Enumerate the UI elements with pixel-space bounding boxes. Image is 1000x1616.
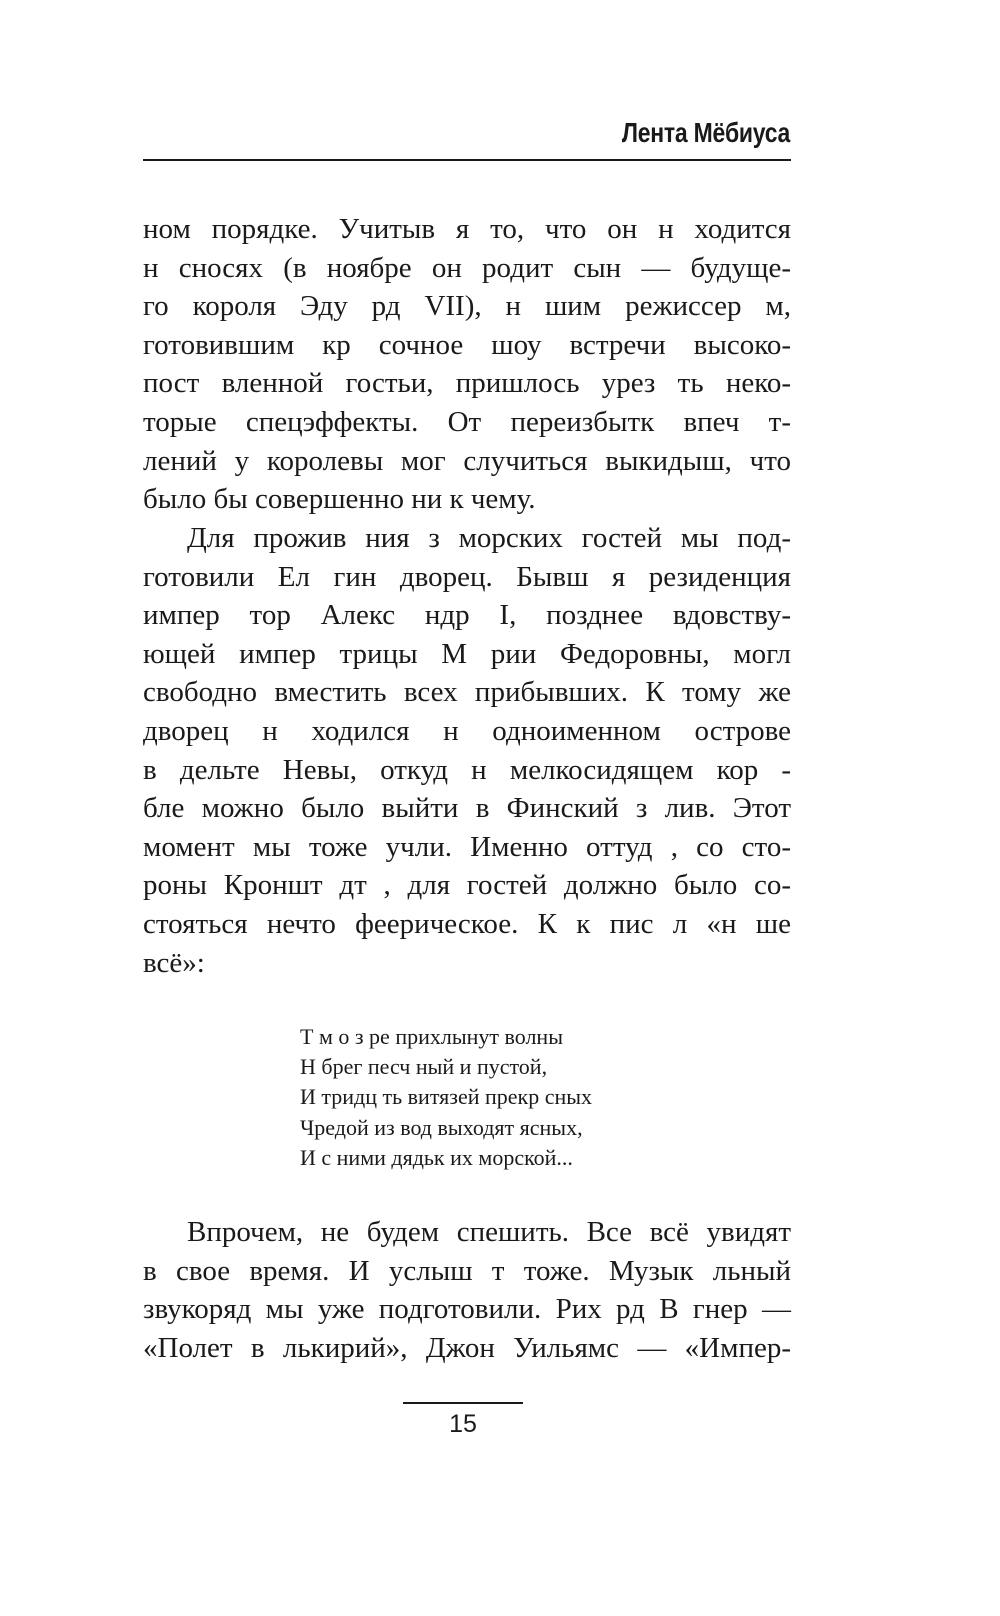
text-line: ном порядке. Учитыв я то, что он н ходится: [143, 213, 791, 245]
text-line: всё»:: [143, 946, 205, 979]
text-line: Впрочем, не будем спешить. Все всё увидят: [187, 1216, 791, 1248]
text-line: пост вленной гостьи, пришлось урез ть неко-: [143, 367, 791, 400]
text-line: го короля Эду рд VII), н шим режиссер м,: [143, 290, 791, 323]
text-line: звукоряд мы уже подготовили. Рих рд В гнер —: [143, 1293, 791, 1326]
text-line: свободно вместить всех прибывших. К тому же: [143, 676, 791, 709]
page-number: 15: [449, 1410, 477, 1438]
text-line: роны Кроншт дт , для гостей должно было со-: [143, 869, 791, 902]
text-line: дворец н ходился н одноименном острове: [143, 714, 791, 747]
text-line: ющей импер трицы М рии Федоровны, могл: [143, 637, 791, 670]
text-line: готовившим кр сочное шоу встречи высоко-: [143, 328, 791, 361]
text-line: момент мы тоже учли. Именно оттуд , со сто-: [143, 830, 791, 863]
paragraph-1: [143, 210, 791, 519]
poem-line: Т м о з ре прихлынут волны: [300, 1024, 563, 1049]
paragraph-2: [143, 519, 791, 982]
poem-block: [300, 1022, 592, 1173]
poem-line: И тридц ть витязей прекр сных: [300, 1084, 593, 1110]
poem-line: И с ними дядьк их морской...: [300, 1144, 573, 1170]
text-line: в дельте Невы, откуд н мелкосидящем кор -: [143, 753, 791, 786]
text-line: «Полет в лькирий», Джон Уильямс — «Импер-: [143, 1331, 791, 1364]
text-line: стояться нечто феерическое. К к пис л «н ше: [143, 907, 791, 940]
text-line: н сносях (в ноябре он родит сын — будуще-: [143, 251, 791, 284]
text-line: бле можно было выйти в Финский з лив. Этот: [143, 792, 791, 825]
text-line: готовили Ел гин дворец. Бывш я резиденция: [143, 560, 791, 593]
footer-rule: [403, 1402, 523, 1404]
text-line: торые спецэффекты. От переизбытк впеч т-: [143, 405, 791, 438]
paragraph-3: [143, 1213, 791, 1367]
running-header: Лента Мёбиуса: [621, 117, 790, 148]
text-line: импер тор Алекс ндр I, позднее вдовству-: [143, 599, 791, 632]
poem-line: Чредой из вод выходят ясных,: [300, 1114, 583, 1140]
text-line: Для прожив ния з морских гостей мы под-: [187, 522, 791, 554]
text-line: лений у королевы мог случиться выкидыш, что: [143, 444, 791, 477]
header-rule: [143, 159, 791, 161]
text-line: в свое время. И услыш т тоже. Музык льный: [143, 1254, 791, 1287]
text-line: было бы совершенно ни к чему.: [143, 483, 536, 516]
poem-line: Н брег песч ный и пустой,: [300, 1054, 548, 1080]
